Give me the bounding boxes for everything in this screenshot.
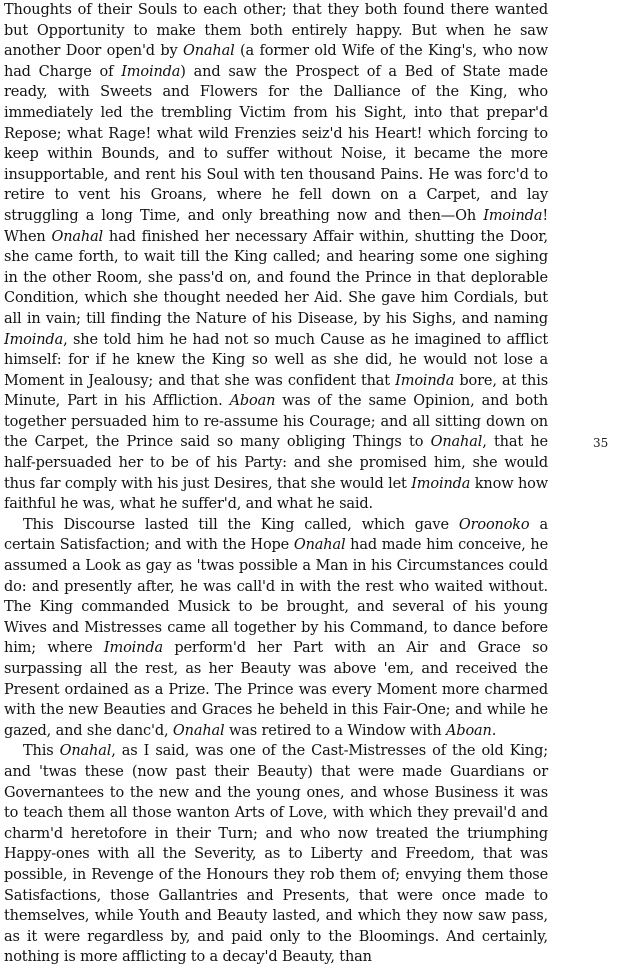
paragraph — [4, 741, 548, 968]
text-run: This Discourse lasted till the King called, which gave — [23, 516, 459, 533]
italic-name: Onahal — [430, 434, 483, 451]
text-run: know how faithful he was, what he suffer'd, and what he said. — [4, 475, 549, 513]
text-run: , that he half-persuaded her to be of his Party: and she promised him, she would thus far comply with his just Desires, that she would let — [4, 434, 548, 492]
text-run: had finished her necessary Affair within, shutting the Door, she came forth, to wait till the King called; and hearing some one sighing in the other Room, she pass'd on, and found the Prince in that deplorable Condition, which she thought needed her Aid. She gave him Cordials, but all in vain; till finding the Nature of his Disease, by his Sighs, and naming — [4, 228, 548, 327]
italic-name: Imoinda — [4, 331, 64, 348]
text-run: ) and saw the Prospect of a Bed of State made ready, with Sweets and Flowers for the Dalliance of the King, who immediately led the trembling Victim from his Sight, into that prepar'd Repose; what Rage! what wild Frenzies seiz'd his Heart! which forcing to keep within Bounds, and to suffer without Noise, it became the more insupportable, and rent his Soul with ten thousand Pains. He was forc'd to retire to vent his Groans, where he fell down on a Carpet, and lay struggling a long Time, and only breathing now and then—Oh — [4, 63, 548, 224]
italic-name: Oroonoko — [458, 516, 530, 533]
text-run: was of the same Opinion, and both together persuaded him to re-assume his Courage; and all sitting down on the Carpet, the Prince said so many obliging Things to — [4, 393, 548, 451]
line-number: 35 — [593, 436, 609, 450]
italic-name: Onahal — [172, 722, 225, 739]
text-run: a certain Satisfaction; and with the Hope — [4, 516, 548, 554]
text-run: , she told him he had not so much Cause as he imagined to afflict himself: for if he knew the King so well as she did, he would not lose a Moment in Jealousy; and that she was confident that — [4, 331, 548, 389]
italic-name: Onahal — [59, 743, 112, 760]
italic-name: Imoinda — [121, 63, 181, 80]
text-run: (a former old Wife of the King's, who now had Charge of — [4, 43, 548, 80]
text-run: ! When — [4, 207, 548, 245]
italic-name: Aboan — [446, 722, 492, 739]
italic-name: Imoinda — [411, 475, 471, 492]
italic-name: Onahal — [293, 537, 346, 554]
italic-name: Imoinda — [395, 372, 455, 389]
paragraph — [4, 0, 548, 515]
italic-name: Imoinda — [483, 207, 543, 224]
text-run: bore, at this Minute, Part in his Affliction. — [4, 372, 548, 410]
text-run: had made him conceive, he assumed a Look as gay as 'twas possible a Man in his Circumstances could do: and presently after, he was call'd in with the rest who waited without. The King commanded Musick to be brought, and several of his young Wives and Mistresses came all together by his Command, to dance before him; where — [4, 537, 548, 657]
paragraph — [4, 515, 548, 742]
italic-name: Onahal — [51, 228, 104, 245]
italic-name: Aboan — [229, 393, 276, 410]
text-run: . — [491, 722, 497, 739]
text-run: , as I said, was one of the Cast-Mistresses of the old King; and 'twas these (now past their Beauty) that were made Guardians or Governantees to the new and the young ones, and whose Business it was to teach them all those wanton Arts of Love, with which they prevail'd and charm'd heretofore in their Turn; and who now treated the triumphing Happy-ones with all the Severity, as to Liberty and Freedom, that was possible, in Revenge of the Honours they rob them of; envying them those Satisfactions, those Gallantries and Presents, that were once made to themselves, while Youth and Beauty lasted, and which they now saw pass, as it were regardless by, and paid only to the Bloomings. And certainly, nothing is more afflicting to a decay'd Beauty, than — [4, 743, 548, 966]
text-run: This — [23, 743, 60, 760]
body-text — [4, 0, 548, 968]
italic-name: Onahal — [183, 43, 235, 60]
italic-name: Imoinda — [103, 640, 163, 657]
text-run: perform'd her Part with an Air and Grace so surpassing all the rest, as her Beauty was above 'em, and received the Present ordained as a Prize. The Prince was every Moment more charmed with the new Beauties and Graces he beheld in this Fair-One; and while he gazed, and she danc'd, — [4, 640, 548, 739]
text-run: Thoughts of their Souls to each other; that they both found there wanted but Opportunity to make them both entirely happy. But when he saw another Door open'd by — [4, 2, 548, 60]
text-run: was retired to a Window with — [224, 722, 447, 739]
